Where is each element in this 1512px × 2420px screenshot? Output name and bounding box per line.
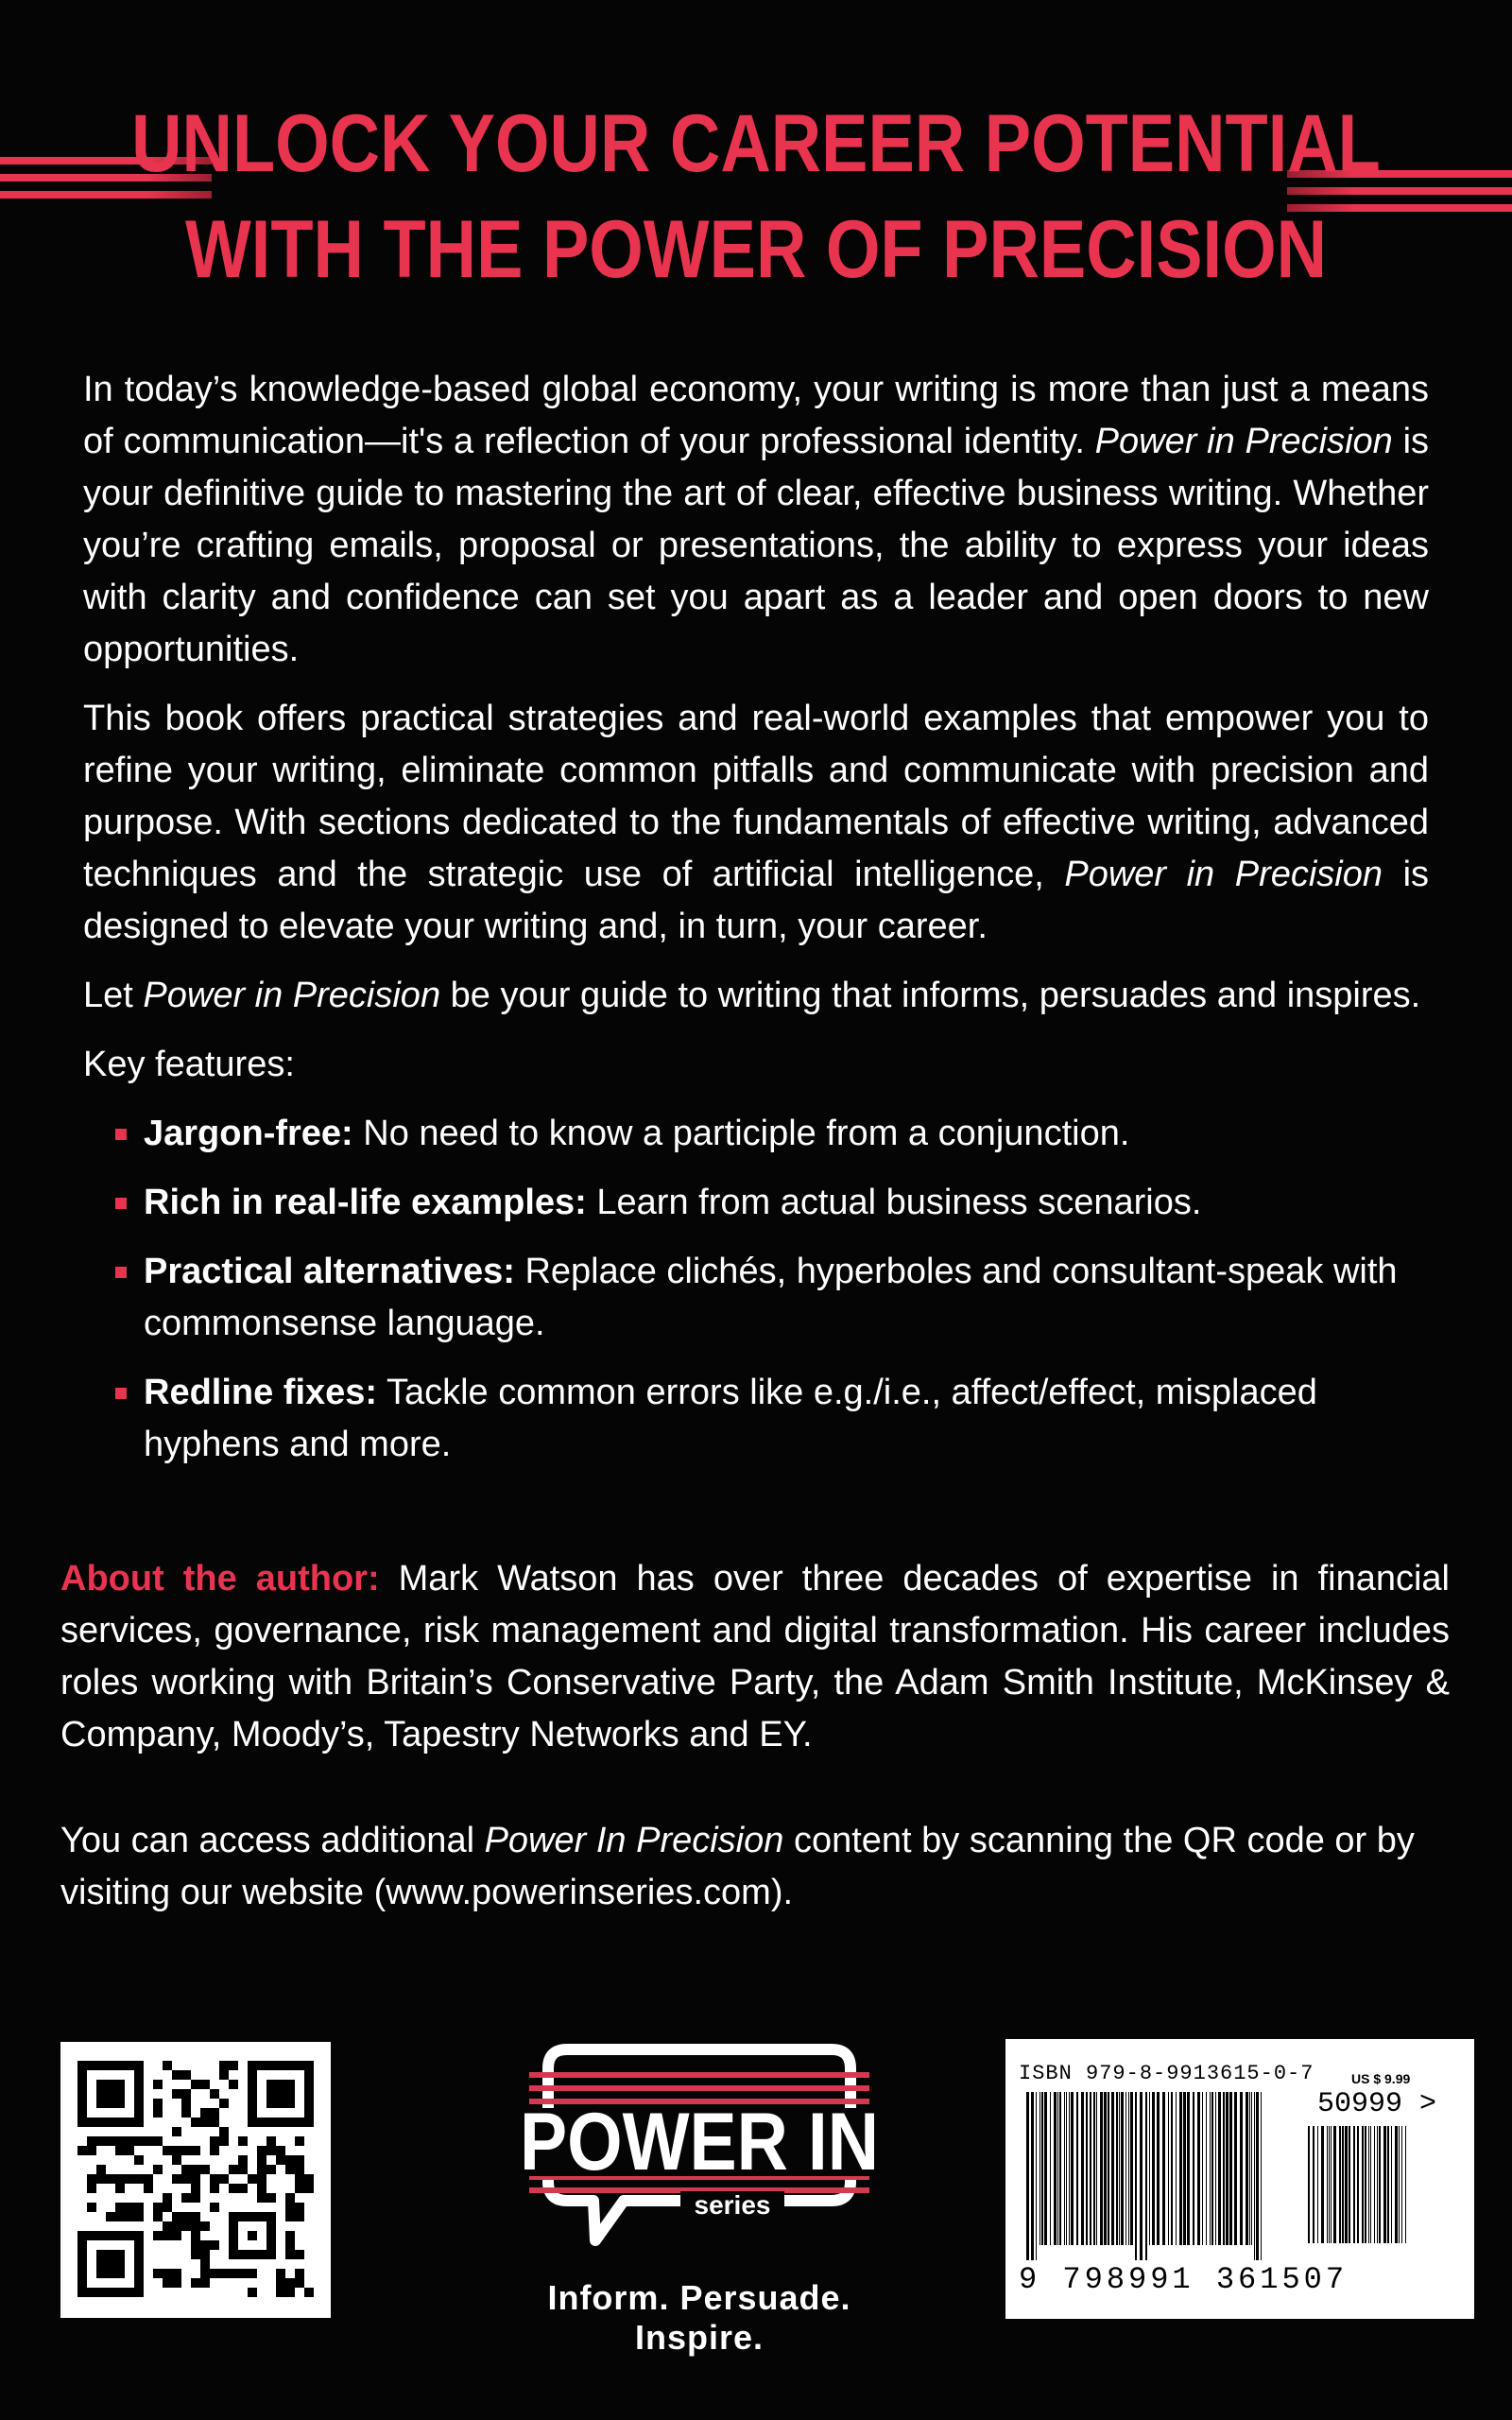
feature-text: Tackle common errors like e.g./i.e., affect/effect, misplaced hyphens and more. — [144, 1373, 1317, 1464]
intro-p1-text-b: is your definitive guide to mastering the art of clear, effective business writing. Whether you’re crafting emails, proposal or presentations, the ability to express your ideas with clarity and confidence can set you apart as a leader and open doors to new opportunities. — [83, 422, 1430, 669]
access-note — [60, 1815, 1450, 1919]
qr-code-icon — [77, 2061, 314, 2297]
feature-term: Redline fixes: — [144, 1373, 378, 1412]
headline — [106, 91, 1406, 302]
feature-term: Practical alternatives: — [144, 1252, 515, 1291]
feature-item — [144, 1177, 1429, 1229]
feature-text: Replace clichés, hyperboles and consultant-speak with commonsense language. — [144, 1252, 1398, 1343]
price-label: US $ 9.99 — [1351, 2071, 1411, 2086]
feature-item — [144, 1367, 1429, 1471]
logo-main-text: POWER IN — [520, 2097, 879, 2187]
intro-p3-text-b: be your guide to writing that informs, persuades and inspires. — [440, 976, 1421, 1015]
access-text-a: You can access additional — [60, 1821, 485, 1860]
logo-sub-text: series — [694, 2190, 771, 2220]
intro-p2-text-a: This book offers practical strategies and real-world examples that empower you to refine your writing, eliminate common pitfalls and communicate with precision and purpose. With sections dedicated to the fundamentals of effective writing, advanced techniques and the strategic use of artificial intelligence, — [83, 699, 1429, 894]
key-features-label: Key features: — [83, 1045, 295, 1084]
square-bullet-icon — [115, 1198, 127, 1209]
qr-code[interactable] — [60, 2042, 331, 2318]
feature-term: Jargon-free: — [144, 1114, 353, 1153]
isbn-number: ISBN 979-8-9913615-0-7 — [1019, 2062, 1314, 2085]
intro-paragraph-1 — [83, 364, 1429, 676]
features-list — [83, 1108, 1429, 1471]
square-bullet-icon — [115, 1129, 127, 1140]
addon-digits: 50999 > — [1317, 2088, 1437, 2120]
speech-bubble-logo-icon — [491, 2031, 907, 2276]
intro-p3-text-a: Let — [83, 976, 144, 1015]
feature-item — [144, 1108, 1429, 1160]
headline-line-2: WITH THE POWER OF PRECISION — [184, 204, 1328, 295]
book-title-italic: Power in Precision — [143, 976, 441, 1015]
intro-p1-text-a: In today’s knowledge-based global economy, your writing is more than just a means of communication—it's a reflection of your professional identity. — [83, 370, 1429, 461]
headline-line-1: UNLOCK YOUR CAREER POTENTIAL — [131, 98, 1381, 189]
book-title-italic: Power in Precision — [1094, 422, 1393, 461]
isbn-barcode — [1005, 2039, 1474, 2319]
access-text-b: content by scanning the QR code or by visiting our website (www.powerinseries.com). — [60, 1821, 1415, 1912]
feature-text: No need to know a participle from a conjunction. — [352, 1114, 1130, 1153]
book-title-italic: Power in Precision — [1064, 855, 1383, 894]
power-in-series-logo — [491, 2031, 907, 2357]
logo-tagline: Inform. Persuade. Inspire. — [547, 2278, 851, 2357]
addon-barcode-icon — [1308, 2126, 1431, 2258]
about-author-text: Mark Watson has over three decades of expertise in financial services, governance, risk management and digital transformation. His career includes roles working with Britain’s Conservative Party, the Adam Smith Institute, McKinsey & Company, Moody’s, Tapestry Networks and EY. — [60, 1559, 1450, 1754]
square-bullet-icon — [115, 1388, 127, 1399]
intro-p2-text-b: is designed to elevate your writing and, in turn, your career. — [83, 855, 1430, 946]
about-author — [60, 1553, 1450, 1761]
main-barcode-icon — [1026, 2092, 1310, 2260]
description — [83, 364, 1429, 1488]
about-author-label: About the author: — [60, 1559, 380, 1599]
feature-item — [144, 1246, 1429, 1350]
intro-paragraph-2 — [83, 693, 1429, 953]
feature-text: Learn from actual business scenarios. — [586, 1183, 1202, 1222]
feature-term: Rich in real-life examples: — [144, 1183, 587, 1222]
intro-paragraph-3 — [83, 970, 1429, 1022]
square-bullet-icon — [115, 1267, 127, 1278]
barcode-digits: 9 798991 361507 — [1019, 2262, 1349, 2297]
book-title-italic: Power In Precision — [484, 1821, 784, 1860]
